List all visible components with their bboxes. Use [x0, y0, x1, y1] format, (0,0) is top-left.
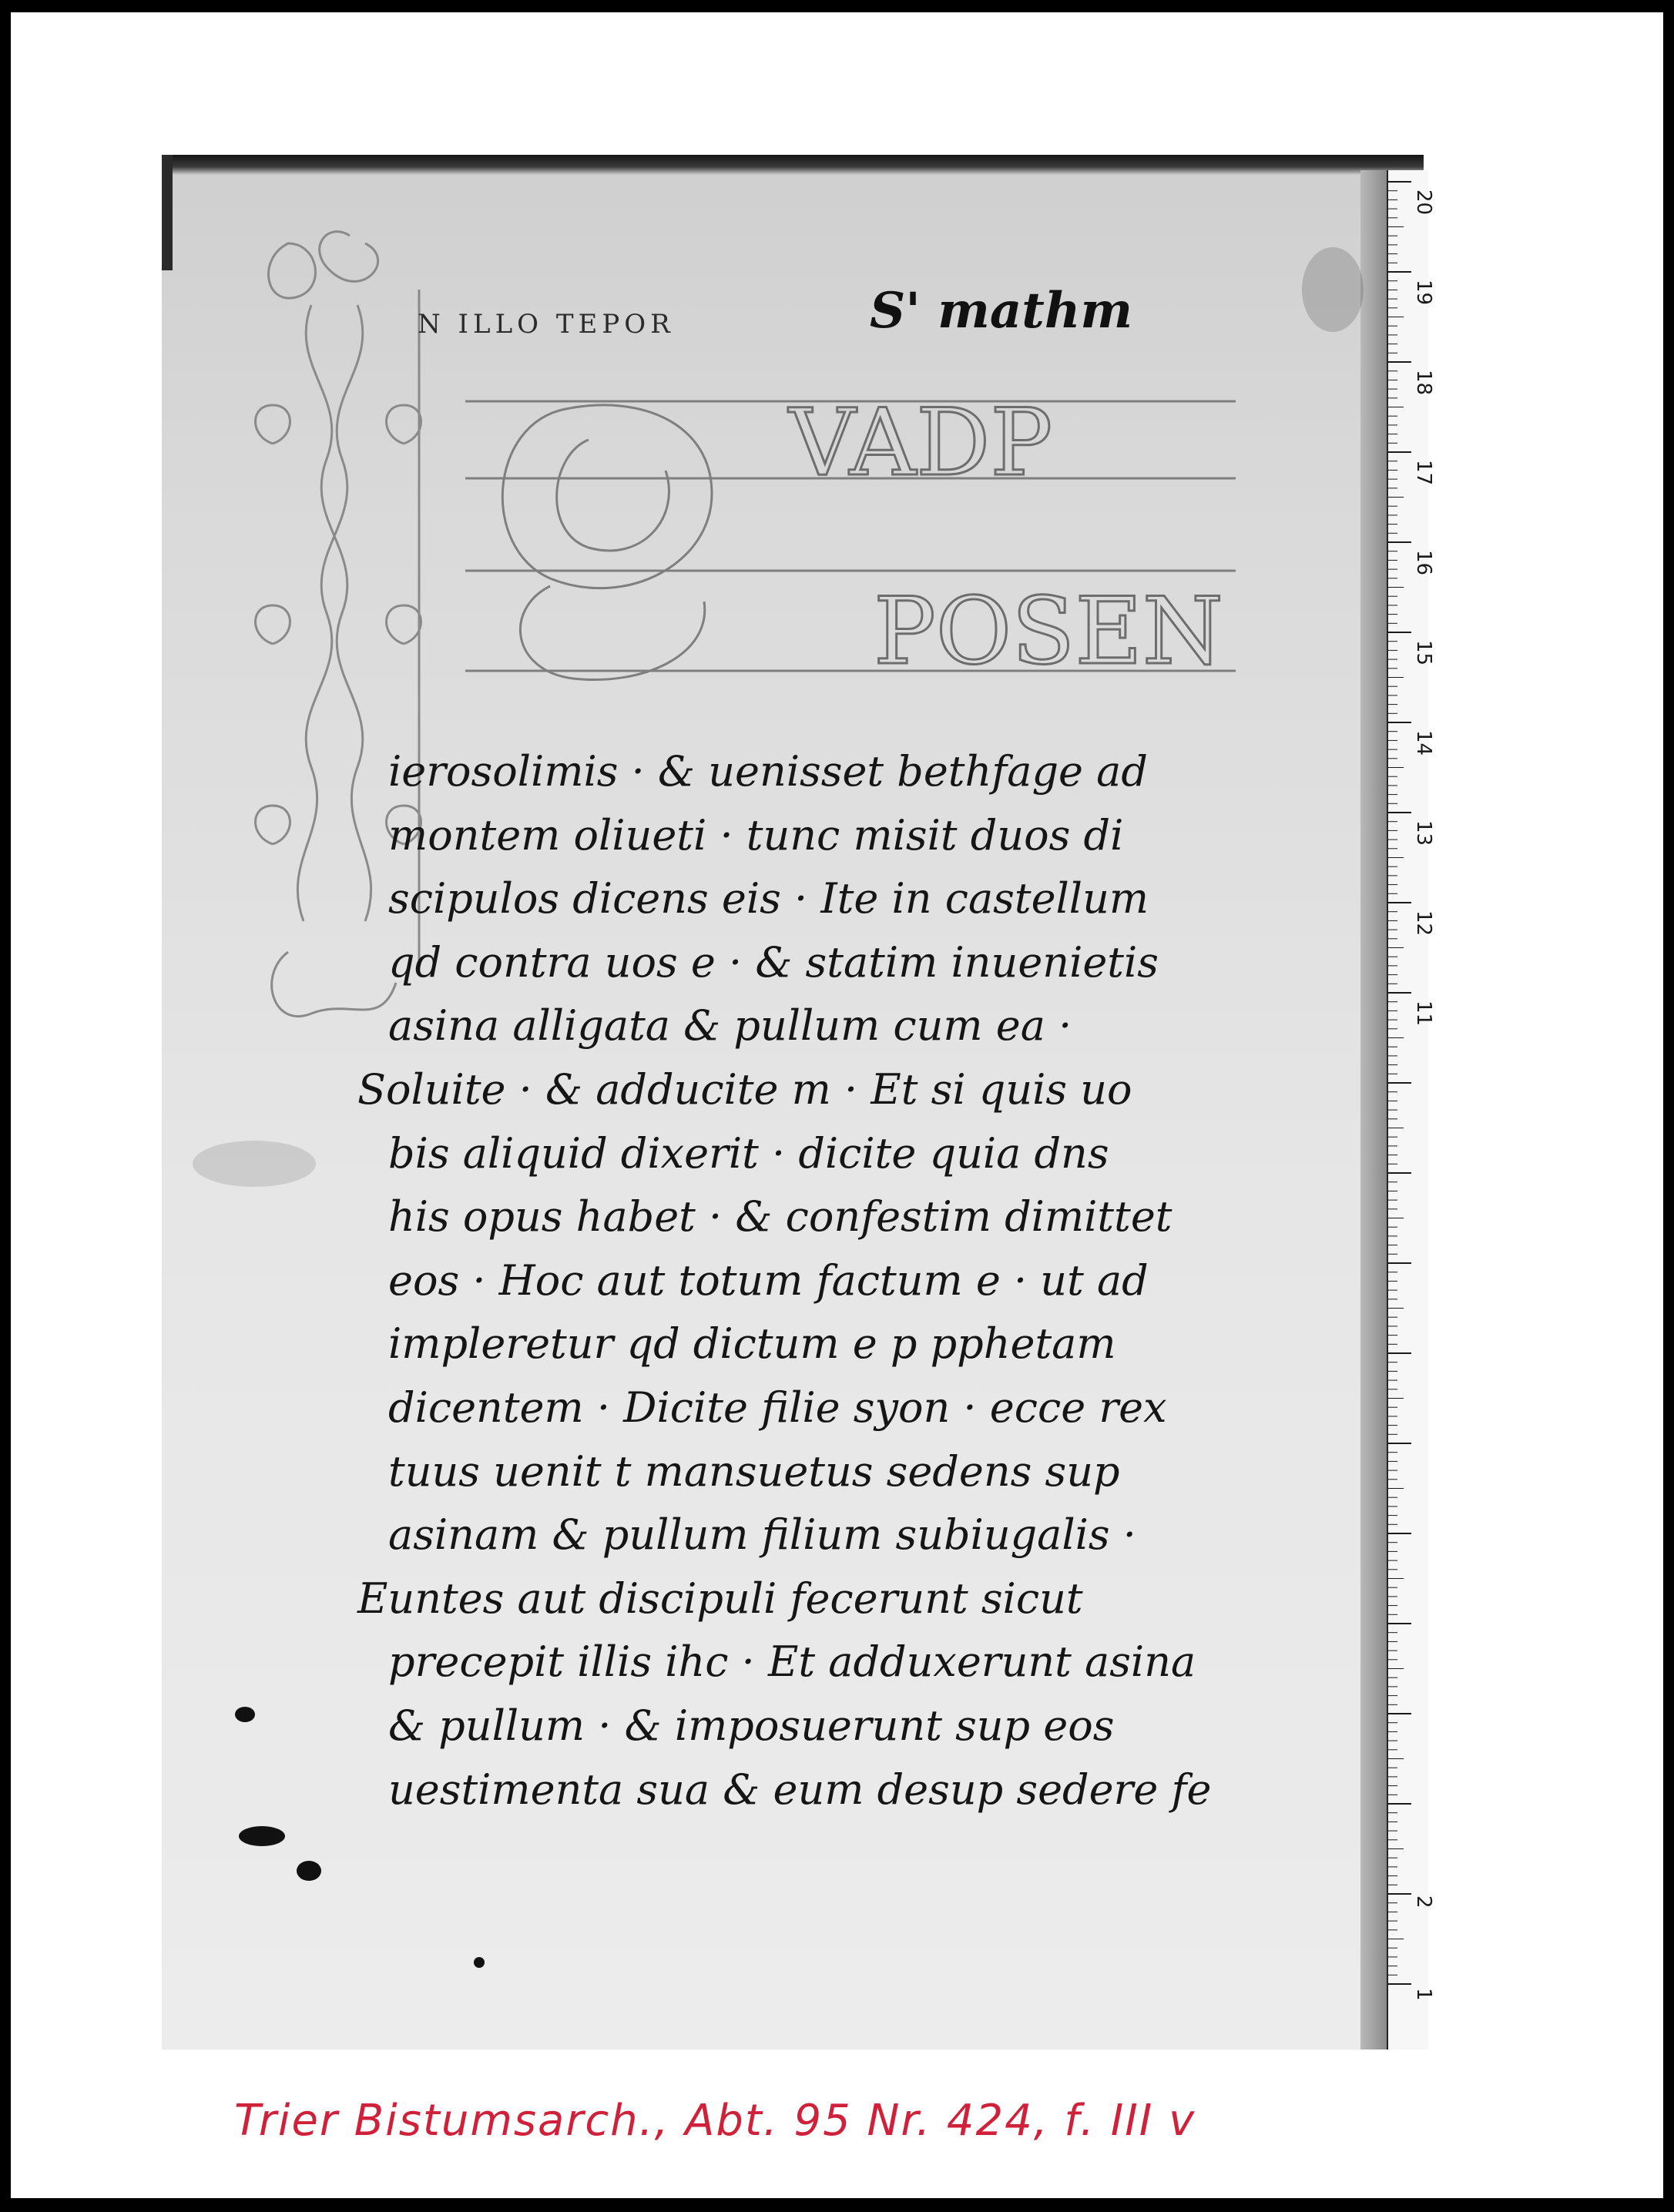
ruler-label: 16	[1412, 550, 1435, 576]
text-line: asina alligata & pullum cum ea ·	[388, 1001, 1072, 1051]
text-line: ierosolimis · & uenisset bethfage ad	[388, 747, 1148, 796]
ruler-label: 11	[1412, 1000, 1435, 1027]
ruler-label: 1	[1412, 1988, 1435, 2001]
ruler-label: 17	[1412, 460, 1435, 486]
ruler-label: 13	[1412, 820, 1435, 846]
gospel-attribution: S' mathm	[870, 282, 1133, 340]
incipit-heading: N ILLO TEPOR	[418, 309, 675, 340]
text-line: Euntes aut discipuli fecerunt sicut	[357, 1574, 1083, 1623]
photo-left-edge	[162, 155, 173, 270]
text-line: eos · Hoc aut totum factum e · ut ad	[388, 1255, 1149, 1305]
text-line: scipulos dicens eis · Ite in castellum	[388, 874, 1149, 923]
archive-caption: Trier Bistumsarch., Abt. 95 Nr. 424, f. III v	[234, 2096, 1196, 2146]
ruler-label: 20	[1412, 189, 1435, 216]
text-line: his opus habet · & confestim dimittet	[388, 1192, 1172, 1242]
ink-blot	[235, 1707, 255, 1722]
rubric-line-1: VADP	[789, 390, 1053, 497]
text-line: & pullum · & imposuerunt sup eos	[388, 1701, 1115, 1750]
ruler-label: 2	[1412, 1895, 1435, 1909]
ink-blot	[474, 1957, 485, 1968]
text-line: impleretur qd dictum e p pphetam	[388, 1319, 1116, 1369]
text-line: dicentem · Dicite filie syon · ecce rex	[388, 1382, 1167, 1432]
text-line: precepit illis ihc · Et adduxerunt asina	[388, 1637, 1196, 1687]
ruler-label: 14	[1412, 730, 1435, 756]
ruler-label: 12	[1412, 910, 1435, 937]
measuring-ruler	[1387, 170, 1435, 2049]
text-line: qd contra uos e · & statim inuenietis	[388, 937, 1159, 987]
text-line: montem oliueti · tunc misit duos di	[388, 810, 1124, 860]
photo-sheet	[11, 12, 1663, 2198]
text-line: asinam & pullum filium subiugalis ·	[388, 1510, 1136, 1560]
ink-blot	[297, 1861, 321, 1881]
text-line: uestimenta sua & eum desup sedere fe	[388, 1765, 1212, 1814]
rubric-display-letters	[458, 378, 1259, 702]
text-line: bis aliquid dixerit · dicite quia dns	[388, 1128, 1109, 1178]
stain	[193, 1141, 316, 1187]
text-line: tuus uenit t mansuetus sedens sup	[388, 1446, 1120, 1496]
ruler-label: 15	[1412, 640, 1435, 666]
photo-top-edge	[162, 155, 1424, 175]
stain	[1302, 247, 1364, 332]
ruler-label: 19	[1412, 280, 1435, 306]
ruler-label: 18	[1412, 370, 1435, 396]
ruler-scale	[1388, 170, 1435, 2049]
text-line: Soluite · & adducite m · Et si quis uo	[357, 1064, 1132, 1114]
rubric-line-2: POSEN	[874, 578, 1223, 685]
ink-blot	[239, 1826, 285, 1846]
manuscript-text	[357, 740, 1236, 1822]
